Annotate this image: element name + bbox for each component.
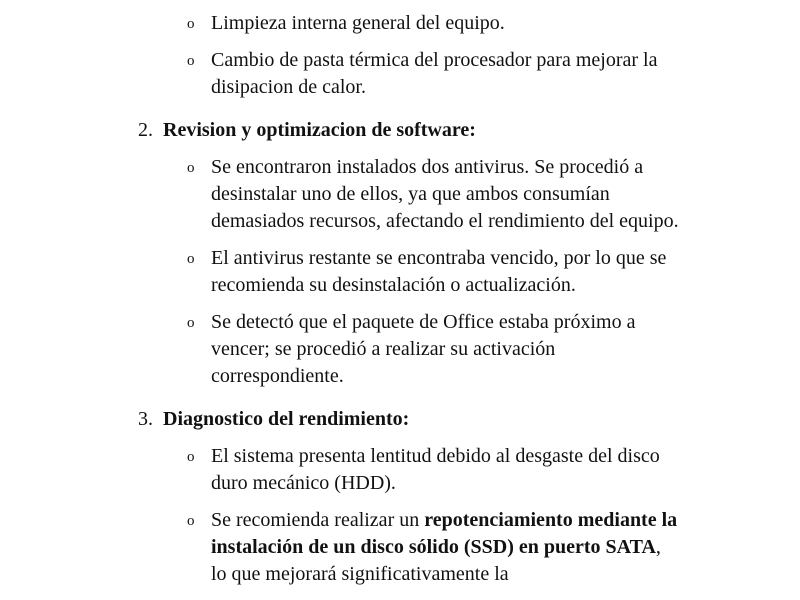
section-mantenimiento-fisico xyxy=(138,0,800,101)
section-diagnostico-rendimiento xyxy=(138,406,800,588)
section-title xyxy=(163,0,350,2)
list-item xyxy=(187,309,681,390)
section-revision-software xyxy=(138,117,800,390)
section-title: Revision y optimizacion de software: xyxy=(163,119,476,141)
bullet-icon: o xyxy=(187,449,195,465)
section-heading xyxy=(138,406,800,432)
bullet-icon: o xyxy=(187,513,195,529)
list-item-text-bold: repotenciamiento mediante la instalación de un disco sólido (SSD) en puerto SATA xyxy=(211,509,678,558)
bullet-list xyxy=(138,154,800,390)
bullet-icon: o xyxy=(187,160,195,176)
list-item-text-before: Se recomienda realizar un xyxy=(211,509,425,531)
list-item-text: Se encontraron instalados dos antivirus. Se procedió a desinstalar uno de ellos, ya que ambos consumían demasiados recursos, afectando el rendimiento del equipo. xyxy=(211,156,679,232)
bullet-icon: o xyxy=(187,53,195,69)
list-item xyxy=(187,47,681,101)
list-item-text-after: , lo que mejorará significativamente la xyxy=(211,536,661,585)
section-heading xyxy=(138,0,800,2)
section-heading xyxy=(138,117,800,143)
list-item-text: Cambio de pasta térmica del procesador para mejorar la disipacion de calor. xyxy=(211,49,658,98)
bullet-list xyxy=(138,443,800,588)
list-item xyxy=(187,443,681,497)
list-item xyxy=(187,245,681,299)
list-item-text: El antivirus restante se encontraba vencido, por lo que se recomienda su desinstalación o actualización. xyxy=(211,247,667,296)
bullet-icon: o xyxy=(187,315,195,331)
list-item xyxy=(187,154,681,235)
list-item-text: Se detectó que el paquete de Office estaba próximo a vencer; se procedió a realizar su activación correspondiente. xyxy=(211,311,636,387)
section-title: Diagnostico del rendimiento: xyxy=(163,408,410,430)
bullet-icon: o xyxy=(187,251,195,267)
section-number: 3. xyxy=(138,408,153,430)
list-item xyxy=(187,10,681,37)
section-number xyxy=(138,0,163,2)
bullet-icon: o xyxy=(187,16,195,32)
list-item xyxy=(187,507,681,588)
section-number: 2. xyxy=(138,119,153,141)
list-item-text: Limpieza interna general del equipo. xyxy=(211,12,505,34)
list-item-text: El sistema presenta lentitud debido al desgaste del disco duro mecánico (HDD). xyxy=(211,445,660,494)
bullet-list xyxy=(138,10,800,101)
